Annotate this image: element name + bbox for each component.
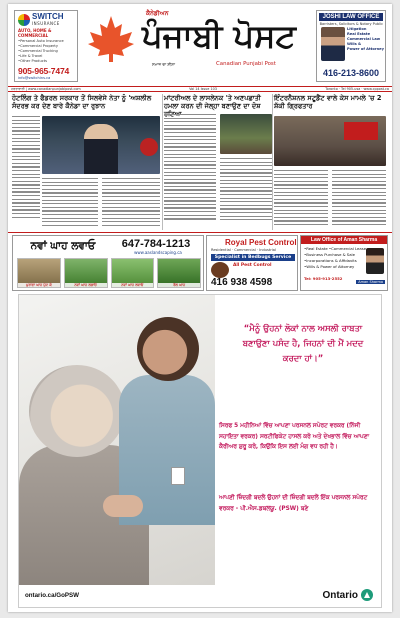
- joshi-title: JOSHI LAW OFFICE: [319, 13, 383, 21]
- article-text: [12, 116, 40, 220]
- switch-service-line: •Life & Travel: [18, 54, 43, 58]
- article-text: [332, 170, 386, 228]
- dateline-right: Toronto · Tel 905-usa · www.cppost.ca: [325, 87, 389, 91]
- joshi-services: [347, 27, 384, 52]
- dateline-mid: Vol 14 Issue 103: [189, 87, 217, 91]
- news-headline[interactable]: ਮਾਂਟਰੀਅਲ ਦੇ ਲਾਸਲੇਨਕ 'ਤੇ ਅਣਪਛਾਤੀ ਹਮਲਾ ਕਰਨ ਦੀ ਜੇਲ੍ਹਾ ਬਣਾਉਣ ਦਾ ਦੋਸ਼: [164, 94, 261, 110]
- article-text: [274, 170, 328, 228]
- news-column-3[interactable]: [274, 94, 388, 230]
- thumbnail: [17, 258, 61, 288]
- thumbnail: [111, 258, 155, 288]
- royal-pest-control-ad[interactable]: [206, 235, 298, 291]
- ontario-wordmark: Ontario: [322, 589, 358, 601]
- classified-ads-row: [8, 232, 392, 292]
- thumbnail: [157, 258, 201, 288]
- masthead-tagline-english: Canadian Punjabi Post: [216, 61, 276, 67]
- law-title: Law Office of Aman Sharma: [301, 236, 387, 244]
- royal-free: All Pest Control: [233, 263, 272, 268]
- ontario-url[interactable]: ontario.ca/GoPSW: [25, 592, 79, 599]
- switch-insurance-ad[interactable]: [14, 10, 78, 82]
- joshi-service: Litigation: [347, 27, 367, 31]
- switch-brand: SWITCH: [32, 12, 64, 21]
- ad-call-to-action: ਆਪਣੀ ਜ਼ਿੰਦਗੀ ਬਦਲੋ ਉਹਨਾਂ ਦੀ ਜ਼ਿੰਦਗੀ ਬਦਲੋ ਇੱਕ ਪਰਸਨਲ ਸਪੋਰਟ ਵਰਕਰ - ਪੀ.ਐਸ.ਡਬਲਯੂ. (PSW) ਬਣੋ: [219, 495, 368, 512]
- royal-brand: Royal Pest Control: [225, 238, 297, 247]
- law-service: •Incorporations & Affidavits: [304, 258, 357, 263]
- thumbnail-caption: ਰੋਲ ਘਾਹ: [158, 283, 200, 287]
- law-phone: Tel: 905-913-2552: [304, 276, 343, 281]
- lawyer-portrait: [321, 27, 345, 61]
- news-column-1[interactable]: [12, 94, 162, 230]
- ad-quote: “ਮੈਨੂੰ ਉਹਨਾਂ ਲੋਕਾਂ ਨਾਲ ਅਸਲੀ ਰਾਬਤਾ ਬਣਾਉਣਾ ਪਸੰਦ ਹੈ, ਜਿਹਨਾਂ ਦੀ ਮੈਂ ਮਦਦ ਕਰਦਾ ਹਾਂ।”: [242, 323, 364, 363]
- joshi-service: Power of Attorney: [347, 47, 384, 51]
- thumbnail-caption: ਨਵਾਂ ਘਾਹ ਲਵਾਓ: [112, 283, 154, 287]
- royal-specialist: Specialist in Bedbugs Service: [211, 254, 295, 261]
- trillium-icon: [361, 589, 373, 601]
- thumbnail-caption: ਨਵਾਂ ਘਾਹ ਲਗਾਓ: [65, 283, 107, 287]
- news-column-2[interactable]: [164, 94, 272, 230]
- landscaping-phone: 647-784-1213: [121, 238, 191, 250]
- law-service: •Wills & Power of Attorney: [304, 264, 355, 269]
- joshi-service: Commercial Law: [347, 37, 381, 41]
- switch-tagline: AUTO, HOME & COMMERCIAL: [18, 28, 52, 38]
- ontario-psw-ad[interactable]: [18, 294, 382, 608]
- landscaping-thumbnails: [17, 258, 201, 288]
- law-service: •Real Estate •Commercial Lease: [304, 246, 367, 251]
- switch-service-line: •Commercial Trucking: [18, 49, 58, 53]
- law-services: [304, 246, 366, 270]
- caregiver-photo: [19, 295, 215, 585]
- article-text: [164, 114, 216, 222]
- bedbug-icon: [211, 262, 229, 278]
- news-headline[interactable]: ਹੋਟਲਿੰਗ ਤੇ ਫੈਡਰਲ ਸਰਕਾਰ ਤੋਂ ਸਿਲਵੇਸੇ ਨੇਤਾ ਨੂੰ 'ਅਸ਼ਲੀਲ ਸੰਦਰਭ ਕਰ ਦੇਣ ਬਾਰੇ ਕੈਨੇਡਾ ਦਾ ਰੁਝਾਨ: [12, 94, 152, 110]
- aman-sharma-law-ad[interactable]: [300, 235, 388, 291]
- joshi-service: Real Estate: [347, 32, 371, 36]
- news-photo-store[interactable]: [274, 116, 386, 166]
- landscaping-ad[interactable]: [12, 235, 204, 291]
- column-divider: [162, 94, 163, 230]
- masthead-subtitle: ਕੈਨੇਡੀਅਨ: [146, 10, 169, 17]
- lawyer-photo: [366, 248, 384, 274]
- ad-body-text: ਸਿਰਫ 5 ਮਹੀਨਿਆਂ ਵਿੱਚ ਆਪਣਾ ਪਰਸਨਲ ਸਪੋਰਟ ਵਰਕਰ (ਨਿੱਜੀ ਸਹਾਇਤਾ ਵਰਕਰ) ਸਰਟੀਫਿਕੇਟ ਹਾਸਲ ਕਰੋ ਅਤੇ ਦੇਖਭਾਲ ਵਿੱਚ ਆਪਣਾ ਕੈਰੀਅਰ ਸ਼ੁਰੂ ਕਰੋ, ਕਿਉਂਕਿ ਇਸ ਲਈ ਮੰਗ ਵਧ ਰਹੀ ਹੈ।: [219, 423, 370, 450]
- news-photo-scene[interactable]: [220, 114, 272, 154]
- news-headline[interactable]: ਇੰਟਰਨੈਸ਼ਨਲ ਸਟੂਡੈਂਟ ਵਾਲੇ ਕੇਸ ਮਾਮਲੇ 'ਚ 2 ਸ਼ੱਕੀ ਗ੍ਰਿਫਤਾਰ: [274, 94, 382, 110]
- switch-service-line: •Commercial Property: [18, 44, 58, 48]
- switch-service-line: •Personal Auto Insurance: [18, 39, 64, 43]
- royal-phone: 416 938 4598: [211, 277, 273, 288]
- thumbnail-caption: ਪੁਰਾਣਾ ਘਾਹ ਪੁੱਟ ਕੇ: [18, 283, 60, 287]
- newspaper-title-block: [86, 8, 312, 74]
- royal-categories: Residential · Commercial · Industrial: [211, 248, 276, 252]
- article-text: [42, 178, 98, 228]
- joshi-phone: 416-213-8600: [319, 68, 383, 78]
- newspaper-title: ਪੰਜਾਬੀ ਪੋਸਟ: [142, 17, 296, 55]
- news-section: [8, 94, 392, 230]
- news-photo-speaker[interactable]: [42, 116, 160, 174]
- dateline-bar: [8, 86, 392, 92]
- dateline-left: ਹਫਤਾਵਾਰੀ | www.canadianpunjabipost.com: [11, 87, 81, 91]
- law-service: •Business Purchase & Sale: [304, 252, 355, 257]
- joshi-law-ad[interactable]: [316, 10, 386, 82]
- thumbnail: [64, 258, 108, 288]
- switch-service-line: •Other Products: [18, 59, 47, 63]
- joshi-service: Wills &: [347, 42, 362, 46]
- article-text: [220, 158, 272, 223]
- switch-brand-sub: INSURANCE: [32, 21, 60, 26]
- newspaper-page: [8, 4, 392, 612]
- switch-services: [18, 39, 74, 64]
- switch-email: info@switchins.ca: [18, 76, 51, 80]
- switch-phone: 905-965-7474: [18, 66, 70, 76]
- landscaping-website[interactable]: www.aaslandscaping.ca: [134, 250, 182, 255]
- article-text: [102, 178, 160, 228]
- landscaping-headline: ਨਵਾਂ ਘਾਹ ਲਵਾਓ: [30, 240, 96, 252]
- masthead-tagline: ਸਮਾਜ ਦਾ ਸ਼ੀਸ਼ਾ: [152, 62, 176, 67]
- joshi-sub: Barristers, Solicitors & Notary Public: [319, 22, 383, 26]
- lawyer-name: Aman Sharma: [358, 280, 383, 284]
- ontario-logo: [322, 589, 373, 601]
- masthead: [8, 4, 392, 84]
- switch-logo-icon: [18, 14, 30, 26]
- column-divider: [272, 94, 273, 230]
